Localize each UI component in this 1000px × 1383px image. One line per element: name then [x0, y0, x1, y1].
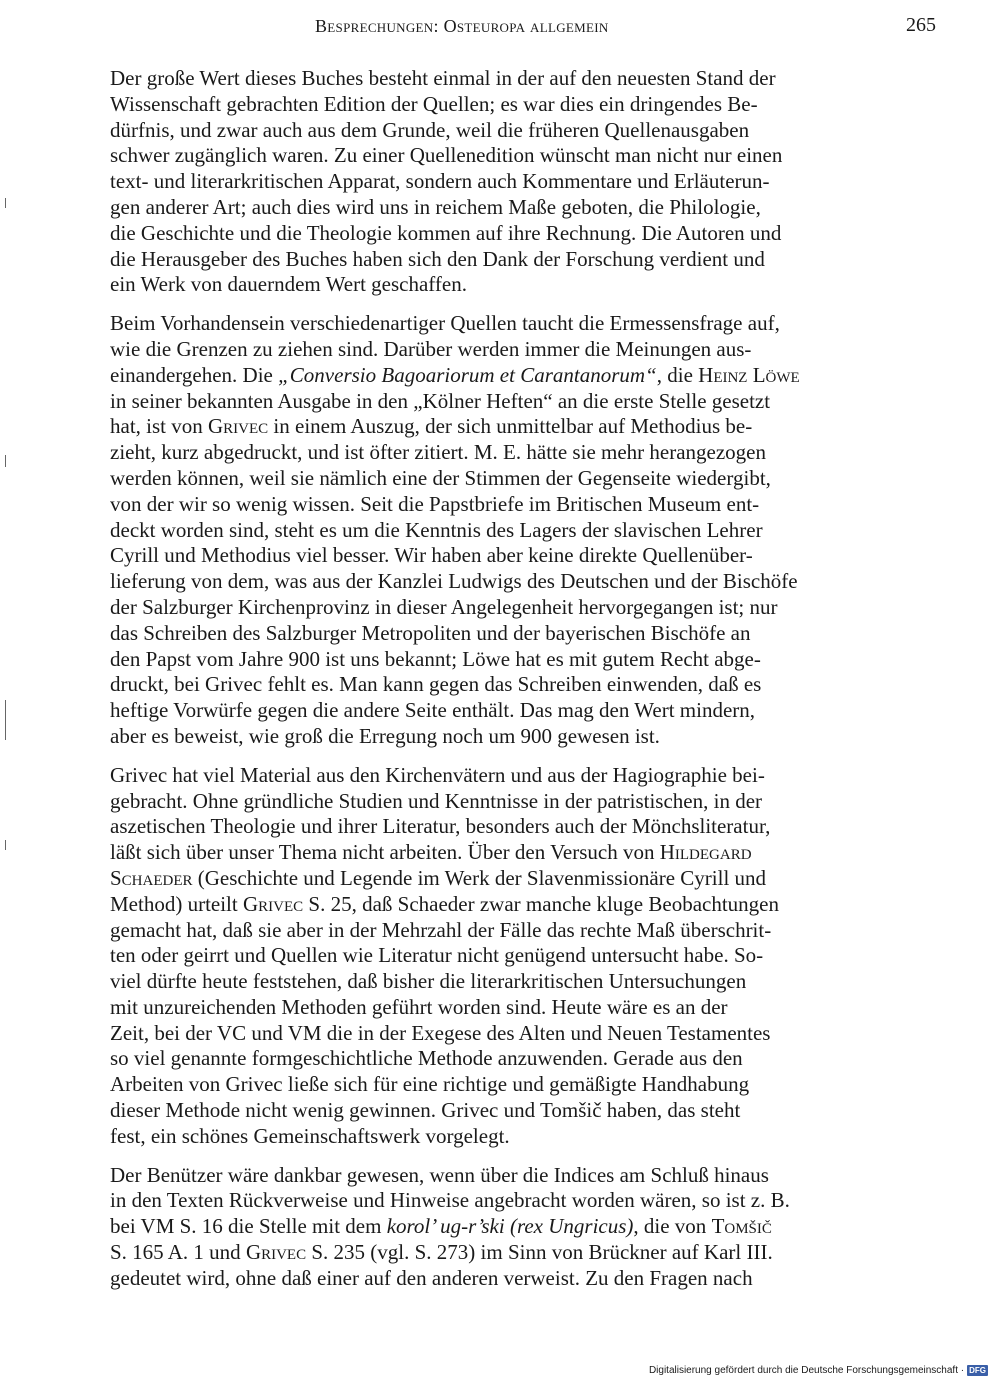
running-head: Besprechungen: Osteuropa allgemein [315, 16, 609, 36]
paragraph-3 [110, 763, 936, 1150]
author-name: Schaeder [110, 865, 193, 890]
text-line: S. 165 A. 1 und Grivec S. 235 (vgl. S. 273) im Sinn von Brückner auf Karl III. [110, 1240, 773, 1265]
scan-margin-mark [5, 700, 6, 740]
dfg-logo: DFG [969, 1366, 986, 1375]
text-line: das Schreiben des Salzburger Metropoliten und der bayerischen Bischöfe an [110, 620, 751, 645]
text-line: in seiner bekannten Ausgabe in den „Kölner Heften“ an die erste Stelle gesetzt [110, 388, 771, 413]
author-name: Heinz Löwe [698, 362, 800, 387]
text-line: druckt, bei Grivec fehlt es. Man kann gegen das Schreiben einwenden, daß es [110, 672, 762, 697]
text-line: deckt worden sind, steht es um die Kenntnis des Lagers der slavischen Lehrer [110, 517, 763, 542]
text-line: viel dürfte heute feststehen, daß bisher die literarkritischen Untersuchungen [110, 969, 747, 994]
text-line: ten oder geirrt und Quellen wie Literatur nicht genügend untersucht habe. So- [110, 943, 764, 968]
text-line: Der große Wert dieses Buches besteht einmal in der auf den neuesten Stand der [110, 66, 776, 90]
text-line: text- und literarkritischen Apparat, sondern auch Kommentare und Erläuterun- [110, 169, 770, 194]
text-line: der Salzburger Kirchenprovinz in dieser Angelegenheit hervorgegangen ist; nur [110, 594, 778, 619]
author-name: Grivec [208, 414, 269, 439]
text-line: aber es beweist, wie groß die Erregung noch um 900 gewesen ist. [110, 723, 660, 748]
article-body [110, 66, 936, 1305]
text-line: gemacht hat, daß sie aber in der Mehrzahl der Fälle das rechte Maß überschrit- [110, 917, 772, 942]
text-line: gen anderer Art; auch dies wird uns in reichem Maße geboten, die Philologie, [110, 194, 761, 219]
text-line: zieht, kurz abgedruckt, und ist öfter zitiert. M. E. hätte sie mehr herangezogen [110, 440, 767, 465]
text-line: gebracht. Ohne gründliche Studien und Kenntnisse in der patristischen, in der [110, 788, 763, 813]
text-line: gedeutet wird, ohne daß einer auf den anderen verweist. Zu den Fragen nach [110, 1265, 753, 1290]
text-line: lieferung von dem, was aus der Kanzlei Ludwigs des Deutschen und der Bischöfe [110, 569, 798, 594]
text-line: Zeit, bei der VC und VM die in der Exegese des Alten und Neuen Testamentes [110, 1020, 771, 1045]
text-line: in den Texten Rückverweise und Hinweise angebracht worden wären, so ist z. B. [110, 1188, 790, 1213]
text-line: so viel genannte formgeschichtliche Methode anzuwenden. Gerade aus den [110, 1046, 743, 1071]
work-title: „Conversio Bagoariorum et Carantanorum“ [278, 362, 657, 387]
text-line: heftige Vorwürfe gegen die andere Seite enthält. Das mag den Wert mindern, [110, 698, 756, 723]
quoted-term: korol’ ug-r’ski (rex Ungricus) [386, 1214, 634, 1239]
digitization-footer [649, 1365, 988, 1376]
scan-margin-mark [5, 455, 6, 467]
text-line: aszetischen Theologie und ihrer Literatur, besonders auch der Mönchsliteratur, [110, 814, 771, 839]
text-line: dieser Methode nicht wenig gewinnen. Grivec und Tomšič haben, das steht [110, 1098, 741, 1123]
text-line: wie die Grenzen zu ziehen sind. Darüber werden immer die Meinungen aus- [110, 336, 752, 361]
text-line: Wissenschaft gebrachten Edition der Quellen; es war dies ein dringendes Be- [110, 91, 758, 116]
paragraph-1 [110, 66, 936, 298]
paragraph-4 [110, 1163, 936, 1292]
page-number: 265 [906, 14, 936, 36]
footer-text: Digitalisierung gefördert durch die Deutsche Forschungsgemeinschaft · [648, 1365, 965, 1376]
text-line: Arbeiten von Grivec ließe sich für eine richtige und gemäßigte Handhabung [110, 1072, 750, 1097]
text-line: Schaeder (Geschichte und Legende im Werk der Slavenmissionäre Cyrill und [110, 865, 767, 890]
text-line: von der wir so wenig wissen. Seit die Papstbriefe im Britischen Museum ent- [110, 491, 760, 516]
text-line: dürfnis, und zwar auch aus dem Grunde, weil die früheren Quellenausgaben [110, 117, 750, 142]
author-name: Grivec [242, 891, 304, 916]
text-line: den Papst vom Jahre 900 ist uns bekannt; Löwe hat es mit gutem Recht abge- [110, 646, 761, 671]
text-line: mit unzureichenden Methoden geführt worden sind. Heute wäre es an der [110, 994, 728, 1019]
paragraph-2 [110, 311, 936, 750]
scan-margin-mark [5, 840, 6, 850]
text-line: werden können, weil sie nämlich eine der Stimmen der Gegenseite wiedergibt, [110, 465, 771, 490]
text-line: die Herausgeber des Buches haben sich den Dank der Forschung verdient und [110, 246, 765, 271]
author-name: Hildegard [659, 840, 752, 865]
text-line: Method) urteilt Grivec S. 25, daß Schaeder zwar manche kluge Beobachtungen [110, 891, 779, 916]
text-line: einandergehen. Die „Conversio Bagoariorum et Carantanorum“, die Heinz Löwe [110, 362, 800, 387]
text-line: die Geschichte und die Theologie kommen auf ihre Rechnung. Die Autoren und [110, 220, 782, 245]
scan-margin-mark [5, 198, 6, 208]
text-line: fest, ein schönes Gemeinschaftswerk vorgelegt. [110, 1123, 510, 1148]
text-line: läßt sich über unser Thema nicht arbeiten. Über den Versuch von Hildegard [110, 840, 752, 865]
text-line: Beim Vorhandensein verschiedenartiger Quellen taucht die Ermessensfrage auf, [110, 311, 780, 336]
text-line: Cyrill und Methodius viel besser. Wir haben aber keine direkte Quellenüber- [110, 543, 753, 568]
author-name: Tomšič [711, 1214, 772, 1239]
text-line: Grivec hat viel Material aus den Kirchenvätern und aus der Hagiographie bei- [110, 762, 765, 787]
page-header [110, 12, 936, 42]
text-line: schwer zugänglich waren. Zu einer Quellenedition wünscht man nicht nur einen [110, 143, 783, 168]
text-line: hat, ist von Grivec in einem Auszug, der sich unmittelbar auf Methodius be- [110, 414, 753, 439]
author-name: Grivec [245, 1240, 307, 1265]
text-line: ein Werk von dauerndem Wert geschaffen. [110, 272, 467, 297]
text-line: bei VM S. 16 die Stelle mit dem korol’ ug-r’ski (rex Ungricus), die von Tomšič [110, 1214, 772, 1239]
text-line: Der Benützer wäre dankbar gewesen, wenn über die Indices am Schluß hinaus [110, 1162, 769, 1187]
